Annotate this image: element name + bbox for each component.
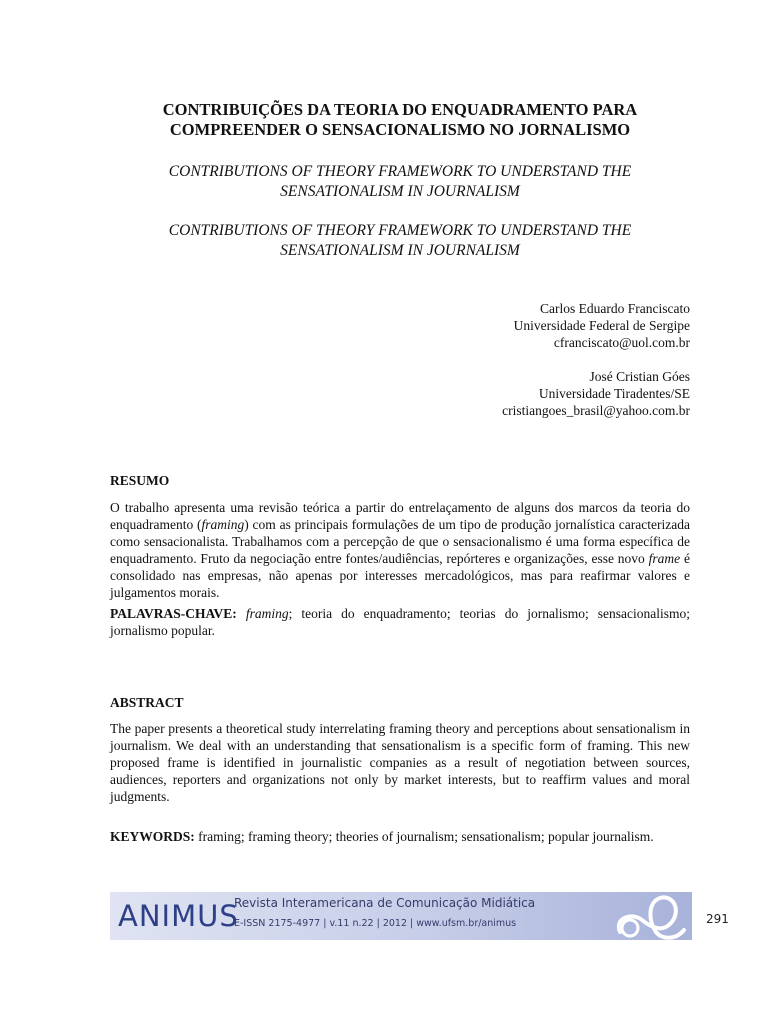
english-title-2-line-1: CONTRIBUTIONS OF THEORY FRAMEWORK TO UNDERSTAND THE — [168, 222, 632, 239]
resumo-text-part: O trabalho apresenta uma revisão teórica a partir do entrelaçamento de alguns dos marcos da teoria do enquadramento ( — [110, 500, 690, 532]
palavras-chave-italic: framing — [245, 606, 289, 621]
paper-title — [110, 100, 690, 140]
author-1-name: Carlos Eduardo Franciscato — [540, 301, 690, 316]
keywords-text: framing; framing theory; theories of journalism; sensationalism; popular journalism. — [198, 829, 654, 844]
author-2-name: José Cristian Góes — [589, 369, 690, 384]
resumo-text-part: ) com as principais formulações de um tipo de produção jornalística caracterizada como sensacionalista. Trabalhamos com a percepção de que o sensacionalismo é uma forma específica de enquadramento. Fruto da negociação entre fontes/audiências, repórteres e organizações, esse novo — [110, 517, 690, 566]
resumo-text — [110, 499, 690, 601]
author-2-affiliation: Universidade Tiradentes/SE — [538, 386, 690, 401]
journal-name: Revista Interamericana de Comunicação Midiática — [234, 896, 536, 910]
palavras-chave — [110, 605, 690, 639]
resumo-text-italic: framing — [201, 517, 245, 532]
author-1-email[interactable]: cfranciscato@uol.com.br — [553, 335, 690, 350]
author-2-email[interactable]: cristiangoes_brasil@yahoo.com.br — [502, 403, 690, 418]
author-block — [502, 300, 690, 419]
keywords-label: KEYWORDS: — [110, 829, 195, 844]
english-title-1-line-1: CONTRIBUTIONS OF THEORY FRAMEWORK TO UNDERSTAND THE — [168, 163, 632, 180]
resumo-text-part: é consolidado nas empresas, não apenas por interesses mercadológicos, mas para reafirmar valores e julgamentos morais. — [110, 551, 690, 600]
page-number: 291 — [706, 912, 729, 926]
english-title-1 — [110, 162, 690, 202]
english-title-2 — [110, 221, 690, 261]
journal-footer-banner — [110, 892, 692, 940]
keywords — [110, 828, 690, 845]
resumo-heading: RESUMO — [110, 473, 170, 488]
english-title-2-line-2: SENSATIONALISM IN JOURNALISM — [280, 242, 520, 259]
abstract-text: The paper presents a theoretical study interrelating framing theory and perceptions about sensationalism in journalism. We deal with an understanding that sensationalism is a specific form of framing. This new proposed frame is identified in journalistic companies as a result of negotiation between sources, audiences, reporters and organizations not only by market interests, but to reaffirm values and moral judgments. — [110, 721, 690, 804]
palavras-chave-label: PALAVRAS-CHAVE: — [110, 606, 237, 621]
english-title-1-line-2: SENSATIONALISM IN JOURNALISM — [280, 183, 520, 200]
abstract-heading: ABSTRACT — [110, 695, 184, 710]
title-line-2: COMPREENDER O SENSACIONALISMO NO JORNALISMO — [169, 120, 631, 139]
title-line-1: CONTRIBUIÇÕES DA TEORIA DO ENQUADRAMENTO PARA — [162, 100, 638, 119]
animus-logo-icon — [612, 892, 692, 940]
author-1-affiliation: Universidade Federal de Sergipe — [513, 318, 690, 333]
palavras-chave-text: ; teoria do enquadramento; teorias do jornalismo; sensacionalismo; jornalismo popular. — [110, 606, 690, 638]
issn-line: E-ISSN 2175-4977 | v.11 n.22 | 2012 | www.ufsm.br/animus — [234, 918, 517, 929]
resumo-text-italic: frame — [648, 551, 681, 566]
animus-brand: ANIMUS — [118, 899, 239, 933]
